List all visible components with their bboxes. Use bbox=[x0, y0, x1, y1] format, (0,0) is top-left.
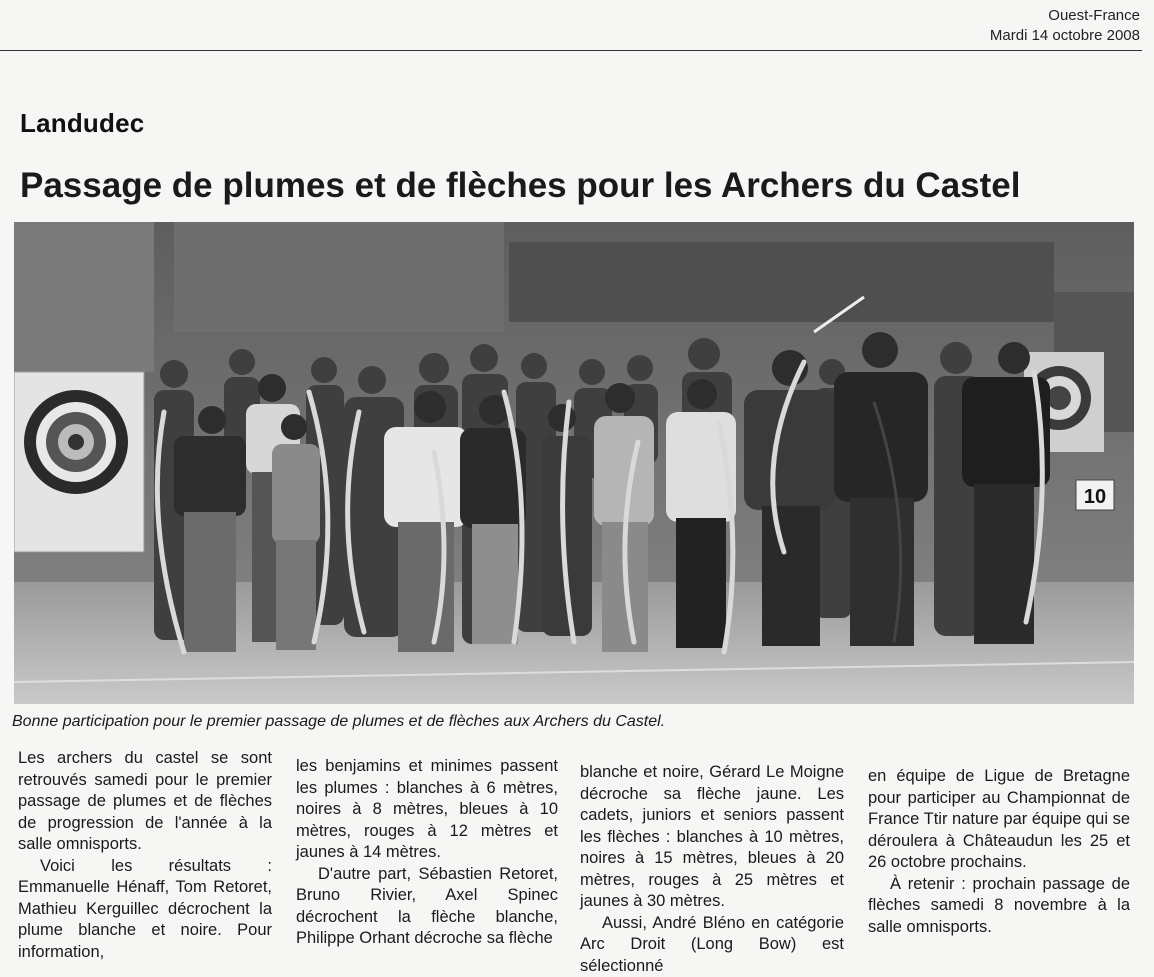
paragraph-reminder: À retenir : prochain passage de flèches samedi 8 novembre à la salle omnisports. bbox=[868, 874, 1130, 939]
paragraph-championship: en équipe de Ligue de Bretagne pour participer au Championnat de France Ttir nature par équipe qui se déroulera à Châteaudun les 25 et 26 octobre prochains. bbox=[868, 766, 1130, 874]
target-number: 10 bbox=[1084, 486, 1106, 508]
article-column-3 bbox=[580, 762, 844, 977]
paragraph-selection: Aussi, André Bléno en catégorie Arc Droit (Long Bow) est sélectionné bbox=[580, 913, 844, 977]
photo-caption: Bonne participation pour le premier passage de plumes et de flèches aux Archers du Castel. bbox=[12, 713, 665, 731]
group-photo bbox=[14, 222, 1134, 704]
paragraph-intro: Les archers du castel se sont retrouvés samedi pour le premier passage de plumes et de flèches de progression de l'année à la salle omnisports. bbox=[18, 748, 272, 856]
paragraph-fleches-1: D'autre part, Sébastien Retoret, Bruno Rivier, Axel Spinec décrochent la flèche blanche, Philippe Orhant décroche sa flèche bbox=[296, 864, 558, 950]
publication-date: Mardi 14 octobre 2008 bbox=[990, 26, 1140, 46]
article-column-2 bbox=[296, 756, 558, 950]
masthead bbox=[990, 6, 1140, 46]
paragraph-fleches-2: blanche et noire, Gérard Le Moigne décroche sa flèche jaune. Les cadets, juniors et seniors passent les flèches : blanches à 10 mètres, noires à 15 mètres, bleues à 20 mètres, rouges à 25 mètres et jaunes à 30 mètres. bbox=[580, 762, 844, 913]
article-column-4 bbox=[868, 766, 1130, 938]
header-rule bbox=[0, 50, 1142, 51]
article-headline: Passage de plumes et de flèches pour les Archers du Castel bbox=[20, 166, 1020, 206]
publication-name: Ouest-France bbox=[990, 6, 1140, 26]
paragraph-plumes: les benjamins et minimes passent les plumes : blanches à 6 mètres, noires à 8 mètres, bleues à 10 mètres, rouges à 12 mètres et jaunes à 14 mètres. bbox=[296, 756, 558, 864]
article-locality: Landudec bbox=[20, 108, 144, 139]
article-column-1 bbox=[18, 748, 272, 963]
paragraph-results: Voici les résultats : Emmanuelle Hénaff, Tom Retoret, Mathieu Kerguillec décrochent la plume blanche et noire. Pour information, bbox=[18, 856, 272, 964]
